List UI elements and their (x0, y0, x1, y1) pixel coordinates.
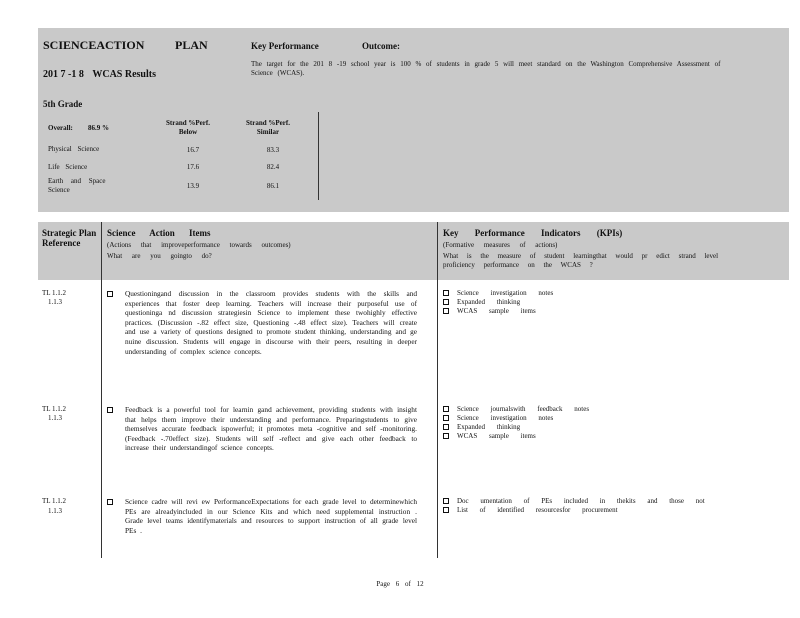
kpi-item (443, 307, 553, 316)
row-name: Life Science (48, 163, 88, 171)
ref-primary: TL 1.1.2 (42, 405, 67, 413)
ref-secondary: 1.1.3 (48, 298, 62, 306)
kpi-text: Doc umentation of PEs included in thekits and those not (457, 497, 705, 505)
overall-label: Overall: (48, 124, 73, 132)
kpi-text: WCAS sample items (457, 307, 536, 315)
kpi-text: List of identified resourcesfor procurement (457, 506, 618, 514)
checkbox-icon (443, 424, 449, 430)
checkbox-icon (443, 290, 449, 296)
action-text: Questioningand discussion in the classroom provides students with the skills and experiences that foster deep learning. Teachers will increase their purposeful use of questioninga nd discussion strategiesin Science to implement these twohighly effective practices. (Discussion -.82 effect size, Questioning -.48 effect size). Teachers will create and use a variety of questions designed to promote student thinking, understanding and ge nuine discussion. Students will engage in discourse with their peers, resulting in deeper understanding of complex science concepts. (125, 289, 417, 356)
kpi-item (443, 405, 589, 414)
action-item (107, 497, 417, 535)
col-strand-similar: Strand %Perf. Similar (246, 119, 290, 136)
summary-panel (38, 28, 789, 212)
checkbox-icon (443, 507, 449, 513)
ref-primary: TL 1.1.2 (42, 289, 67, 297)
kpi-header: Key Performance Indicators (KPIs) (443, 228, 623, 238)
grade-label: 5th Grade (43, 99, 83, 109)
kpi-text: Expanded thinking (457, 298, 521, 306)
kpi-item (443, 298, 553, 307)
kpi-sub1: (Formative measures of actions) (443, 241, 558, 249)
kpi-text: Science investigation notes (457, 289, 554, 297)
kpi-item (443, 506, 705, 515)
checkbox-icon (443, 415, 449, 421)
actions-sub1: (Actions that improveperformance towards outcomes) (107, 241, 291, 249)
plan-word: PLAN (175, 38, 208, 52)
outcome-text: The target for the 201 8 -19 school year is 100 % of students in grade 5 will meet standard on the Washington Comprehensive Assessment of Science (WCAS). (251, 60, 721, 77)
kpi-text: Expanded thinking (457, 423, 521, 431)
row-below: 13.9 (186, 182, 200, 190)
ref-primary: TL 1.1.2 (42, 497, 67, 505)
strategic-plan-header: Strategic Plan Reference (42, 228, 97, 248)
kpi-item (443, 289, 553, 298)
page-number: Page 6 of 12 (376, 580, 424, 588)
row-name: Physical Science (48, 145, 100, 153)
kpi-text: Science journalswith feedback notes (457, 405, 590, 413)
checkbox-icon (443, 299, 449, 305)
row-similar: 83.3 (266, 146, 280, 154)
checkbox-icon (443, 498, 449, 504)
results-divider (318, 112, 319, 200)
actions-sub2: What are you goingto do? (107, 252, 212, 260)
kpi-sub2: What is the measure of student learningthat would pr edict strand level proficiency performance on the WCAS ? (443, 252, 719, 269)
checkbox-icon (443, 433, 449, 439)
kpi-list (443, 497, 705, 515)
action-text: Science cadre will revi ew PerformanceExpectations for each grade level to determinewhich PEs are alreadyincluded in our Science Kits and which need supplemental instruction . Grade level teams identifymaterials and resources to support instruction of all grade level PEs . (125, 497, 417, 535)
ref-secondary: 1.1.3 (48, 507, 62, 515)
kpi-text: Science investigation notes (457, 414, 554, 422)
overall-value: 86.9 % (88, 124, 109, 132)
kpi-list (443, 405, 589, 441)
key-performance-label: Key Performance (251, 41, 319, 51)
row-name: Earth and Space Science (48, 177, 106, 194)
col-strand-below: Strand %Perf. Below (166, 119, 210, 136)
checkbox-icon (107, 499, 113, 505)
checkbox-icon (107, 407, 113, 413)
results-year: 201 7 -1 8 (43, 69, 84, 80)
kpi-text: WCAS sample items (457, 432, 536, 440)
col-divider-1 (101, 222, 102, 558)
plan-title: SCIENCEACTION (43, 38, 145, 52)
row-below: 17.6 (186, 163, 200, 171)
action-text: Feedback is a powerful tool for learnin gand achievement, providing students with insight that helps them improve their understanding and performance. Preparingstudents to give themselves accurate feedback ispowerful; it promotes meta -cognitive and self -monitoring. (Feedback -.70effect size). Students will self -reflect and give each other feedback to increase their understandingof science concepts. (125, 405, 417, 453)
col-divider-2 (437, 222, 438, 558)
row-similar: 86.1 (266, 182, 280, 190)
kpi-item (443, 432, 589, 441)
kpi-item (443, 423, 589, 432)
kpi-list (443, 289, 553, 316)
row-similar: 82.4 (266, 163, 280, 171)
results-label: WCAS Results (92, 69, 156, 80)
action-item (107, 405, 417, 453)
row-below: 16.7 (186, 146, 200, 154)
checkbox-icon (107, 291, 113, 297)
kpi-item (443, 497, 705, 506)
actions-header: Science Action Items (107, 228, 211, 238)
checkbox-icon (443, 308, 449, 314)
action-item (107, 289, 417, 356)
ref-secondary: 1.1.3 (48, 414, 62, 422)
kpi-item (443, 414, 589, 423)
outcome-label: Outcome: (362, 41, 400, 51)
results-heading (43, 69, 156, 80)
checkbox-icon (443, 406, 449, 412)
